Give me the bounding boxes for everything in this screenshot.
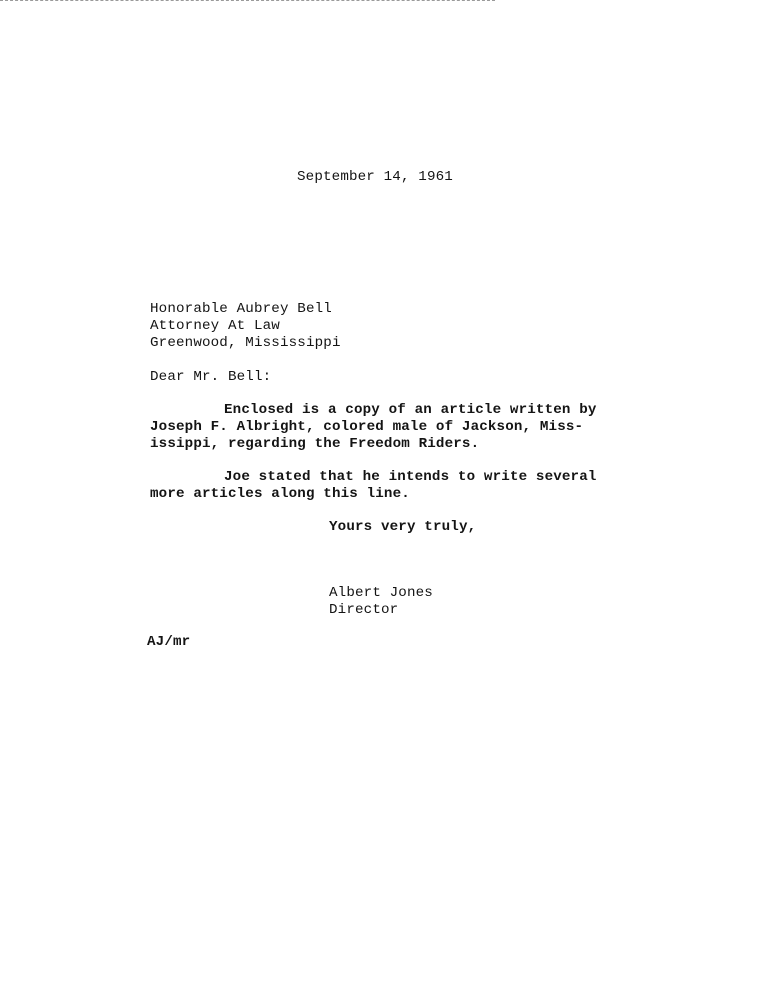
paragraph1-line2: Joseph F. Albright, colored male of Jackson, Miss- (150, 419, 584, 435)
signature-title: Director (329, 602, 399, 618)
letter-date: September 14, 1961 (297, 169, 453, 185)
paragraph2-line2: more articles along this line. (150, 486, 410, 502)
paragraph1-line3: issippi, regarding the Freedom Riders. (150, 436, 480, 452)
paragraph1-line1: Enclosed is a copy of an article written by (224, 402, 597, 418)
salutation: Dear Mr. Bell: (150, 369, 272, 385)
recipient-name: Honorable Aubrey Bell (150, 301, 332, 317)
paragraph2-line1: Joe stated that he intends to write several (224, 469, 597, 485)
closing: Yours very truly, (329, 519, 477, 535)
typist-initials: AJ/mr (147, 634, 191, 650)
recipient-location: Greenwood, Mississippi (150, 335, 341, 351)
signature-name: Albert Jones (329, 585, 433, 601)
recipient-title: Attorney At Law (150, 318, 280, 334)
